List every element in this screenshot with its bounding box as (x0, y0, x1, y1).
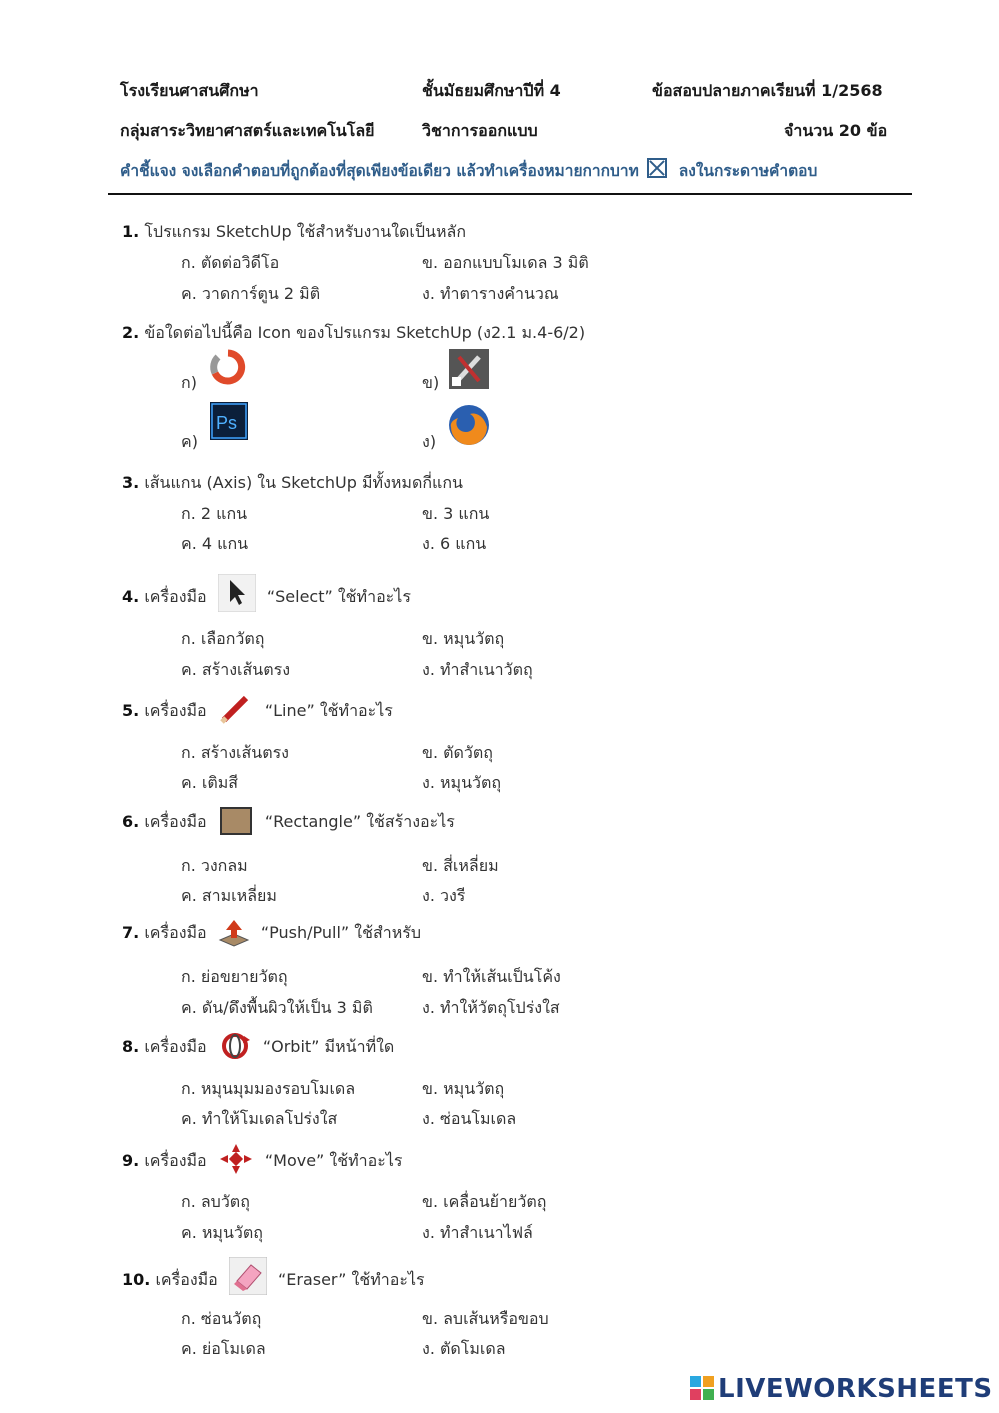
option[interactable]: ง. ทำสำเนาไฟล์ (422, 1223, 533, 1242)
option[interactable]: ข. ลบเส้นหรือขอบ (422, 1309, 549, 1328)
option[interactable]: ข. ตัดวัตถุ (422, 743, 493, 762)
instruction (120, 158, 817, 183)
firefox-icon (446, 402, 492, 448)
svg-text:Ps: Ps (216, 413, 238, 433)
option[interactable]: ก. ซ่อนวัตถุ (181, 1309, 262, 1328)
option[interactable]: ข. ออกแบบโมเดล 3 มิติ (422, 253, 589, 272)
option[interactable]: ง. ทำตารางคำนวณ (422, 284, 559, 303)
option[interactable]: ง. ตัดโมเดล (422, 1339, 506, 1358)
question-5: 5. เครื่องมือ “Line” ใช้ทำอะไร (122, 692, 393, 726)
option[interactable]: ง. หมุนวัตถุ (422, 773, 502, 792)
option[interactable]: ข. 3 แกน (422, 504, 490, 523)
question-8: 8. เครื่องมือ “Orbit” มีหน้าที่ใด (122, 1030, 394, 1062)
liveworksheets-logo: LIVEWORKSHEETS (690, 1374, 993, 1404)
option[interactable]: ค. สร้างเส้นตรง (181, 660, 290, 679)
option[interactable]: ค. เติมสี (181, 773, 239, 792)
question-4: 4. เครื่องมือ “Select” ใช้ทำอะไร (122, 574, 411, 612)
option[interactable]: ง. 6 แกน (422, 534, 487, 553)
option[interactable]: ก. สร้างเส้นตรง (181, 743, 289, 762)
sketchup-logo-icon (206, 349, 250, 385)
orbit-icon (218, 1030, 252, 1062)
option[interactable]: ข. เคลื่อนย้ายวัตถุ (422, 1192, 547, 1211)
option[interactable]: ง) (422, 432, 437, 451)
option[interactable]: ก. 2 แกน (181, 504, 248, 523)
eraser-icon (229, 1257, 267, 1295)
question-9: 9. เครื่องมือ “Move” ใช้ทำอะไร (122, 1142, 402, 1176)
option[interactable]: ข. หมุนวัตถุ (422, 1079, 505, 1098)
question-3: 3. เส้นแกน (Axis) ใน SketchUp มีทั้งหมดกี่แกน (122, 473, 463, 492)
option[interactable]: ก. วงกลม (181, 856, 248, 875)
option[interactable]: ก. หมุนมุมมองรอบโมเดล (181, 1079, 356, 1098)
question-count: จำนวน 20 ข้อ (784, 121, 888, 140)
option[interactable]: ง. ทำให้วัตถุโปร่งใส (422, 998, 560, 1017)
department-name: กลุ่มสาระวิทยาศาสตร์และเทคโนโลยี (120, 121, 375, 140)
option[interactable]: ง. ซ่อนโมเดล (422, 1109, 517, 1128)
option[interactable]: ข. สี่เหลี่ยม (422, 856, 499, 875)
photoshop-icon (210, 402, 248, 440)
option[interactable]: ค. สามเหลี่ยม (181, 886, 277, 905)
option[interactable]: ก. ตัดต่อวิดีโอ (181, 253, 280, 272)
liveworksheets-mark-icon (690, 1376, 714, 1400)
option[interactable]: ข. ทำให้เส้นเป็นโค้ง (422, 967, 561, 986)
instruction-text-end: ลงในกระดาษคำตอบ (678, 162, 818, 180)
option[interactable]: ค) (181, 432, 198, 451)
instruction-text: คำชี้แจง จงเลือกคำตอบที่ถูกต้องที่สุดเพียงข้อเดียว แล้วทำเครื่องหมายกากบาท (120, 162, 639, 180)
option[interactable]: ก. เลือกวัตถุ (181, 629, 265, 648)
push-pull-icon (218, 918, 250, 948)
option[interactable]: ง. วงรี (422, 886, 466, 905)
option[interactable]: ค. 4 แกน (181, 534, 249, 553)
question-1: 1. โปรแกรม SketchUp ใช้สำหรับงานใดเป็นหลัก (122, 222, 466, 241)
grade-level: ชั้นมัธยมศึกษาปีที่ 4 (422, 81, 561, 100)
exam-title: ข้อสอบปลายภาคเรียนที่ 1/2568 (652, 81, 883, 100)
option[interactable]: ค. วาดการ์ตูน 2 มิติ (181, 284, 321, 303)
question-7: 7. เครื่องมือ “Push/Pull” ใช้สำหรับ (122, 918, 421, 948)
option[interactable]: ง. ทำสำเนาวัตถุ (422, 660, 533, 679)
question-10: 10. เครื่องมือ “Eraser” ใช้ทำอะไร (122, 1257, 425, 1295)
autocad-tools-icon (449, 349, 489, 389)
option[interactable]: ก) (181, 373, 197, 392)
school-name: โรงเรียนศาสนศึกษา (120, 81, 259, 100)
option[interactable]: ข) (422, 373, 440, 392)
option[interactable]: ค. ทำให้โมเดลโปร่งใส (181, 1109, 338, 1128)
option[interactable]: ค. หมุนวัตถุ (181, 1223, 263, 1242)
rectangle-icon (218, 805, 254, 837)
option[interactable]: ค. ดัน/ดึงพื้นผิวให้เป็น 3 มิติ (181, 998, 373, 1017)
question-2: 2. ข้อใดต่อไปนี้คือ Icon ของโปรแกรม SketchUp (ง2.1 ม.4-6/2) (122, 323, 586, 342)
move-icon (218, 1142, 254, 1176)
option[interactable]: ก. ย่อขยายวัตถุ (181, 967, 288, 986)
subject-name: วิชาการออกแบบ (422, 121, 538, 140)
checkbox-x-icon (647, 158, 667, 178)
option[interactable]: ค. ย่อโมเดล (181, 1339, 266, 1358)
option[interactable]: ก. ลบวัตถุ (181, 1192, 250, 1211)
question-6: 6. เครื่องมือ “Rectangle” ใช้สร้างอะไร (122, 805, 455, 837)
pencil-icon (218, 692, 254, 726)
option[interactable]: ข. หมุนวัตถุ (422, 629, 505, 648)
header-divider (108, 193, 912, 195)
select-arrow-icon (218, 574, 256, 612)
